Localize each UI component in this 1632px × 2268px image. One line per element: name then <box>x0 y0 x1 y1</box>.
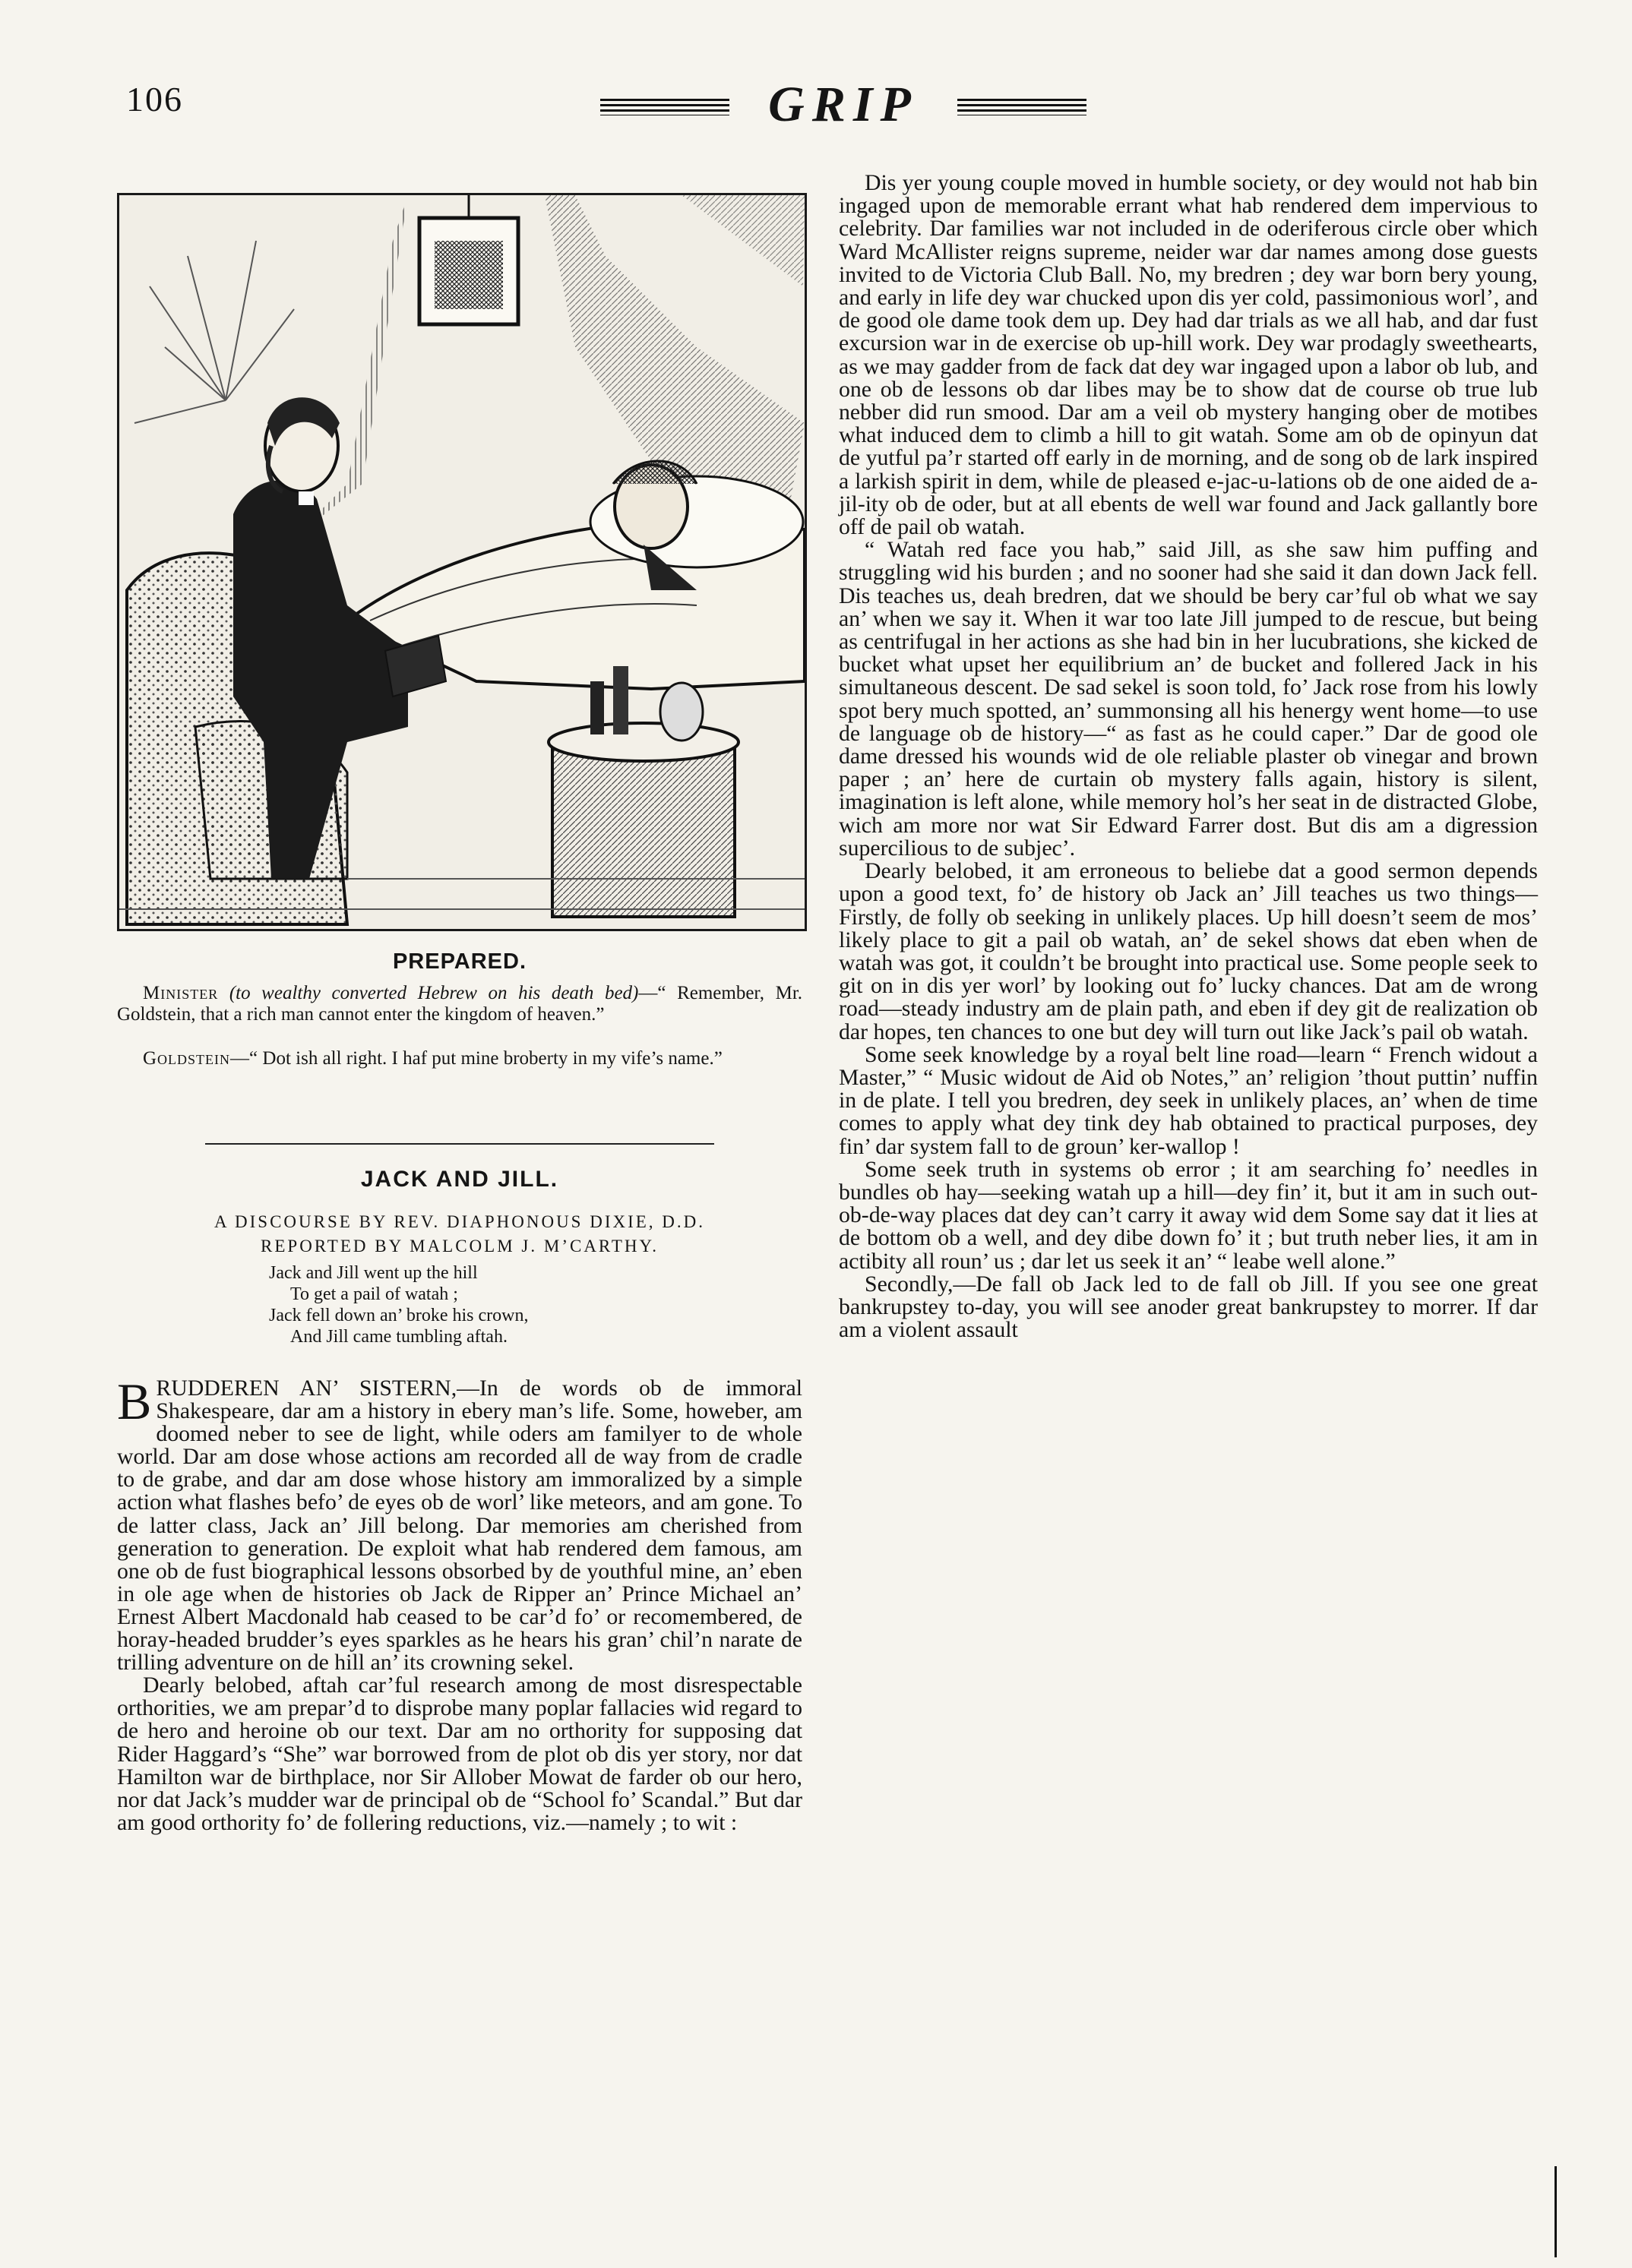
article-paragraph: Dearly belobed, aftah car’ful research among de most disrespectable orthorities, we am prepar’d to disprobe many poplar fallacies wid regard to de hero and heroine ob our text. Dar am no orthority for supposing dat Rider Haggard’s “She” war borrowed from de plot ob dis yer story, nor dat Hamilton war de birthplace, nor Sir Allober Mowat de farder ob our hero, nor dat Jack’s mudder war de principal ob de “School fo’ Scandal.” But dar am good orthority fo’ de follering reductions, viz.—namely ; to wit : <box>117 1673 802 1835</box>
verse-line: Jack fell down an’ broke his crown, <box>269 1306 529 1325</box>
caption-goldstein <box>117 1048 802 1069</box>
caption-stage-direction: (to wealthy converted Hebrew on his death bed) <box>229 983 639 1003</box>
verse-line: And Jill came tumbling aftah. <box>290 1327 508 1347</box>
page-number: 106 <box>126 80 183 118</box>
caption-goldstein-text: —“ Dot ish all right. I haf put mine broberty in my vife’s name.” <box>230 1048 723 1069</box>
caption-minister <box>117 983 802 1025</box>
verse-line: To get a pail of watah ; <box>290 1284 458 1304</box>
paragraph-text: RUDDEREN AN’ SISTERN,—In de words ob de immoral Shakespeare, dar am a history in ebery man’s life. Some, howeber, am doomed neber to see de light, while oders am familyer to de whole world. Dar am dose whose actions am recorded all de way from de cradle to de grabe, and dar am dose whose history am immoralized by a simple action what flashes befo’ de eyes ob de worl’ like meteors, and am gone. To de latter class, Jack an’ Jill belong. Dar memories am cherished from generation to generation. De exploit what hab rendered dem famous, am one ob de fust biographical lessons obsorbed by de youthful mine, an’ eben in ole age when de histories ob Jack de Ripper an’ Prince Michael an’ Ernest Albert Macdonald hab ceased to be car’d fo’ or recomembered, de horay-headed brudder’s eyes sparkles as he hears his gran’ chil’n narate de trilling adventure on de hill an’ its crowning sekel. <box>117 1376 802 1676</box>
article-paragraph: Dis yer young couple moved in humble society, or dey would not hab bin ingaged upon de memorable errant what hab rendered dem impervious to celebrity. Dar families war not included in de oderiferous circle ober which Ward McAllister reigns supreme, neider war dar names among dose guests invited to de Victoria Club Ball. No, my bredren ; dey war born bery young, and early in life dey war chucked upon dis yer cold, passimonious worl’, and de good ole dame took dem up. Dey had dar trials as we all hab, and dar fust excursion war in de exercise ob up-hill work. Dey war prodagly sweethearts, as we may gadder from de fack dat dey war ingaged upon a labor ob lub, and one ob de lessons ob dar libes may be to show dat de course ob true lub nebber did run smood. Dar am a veil ob mystery hanging ober de motibes what induced dem to climb a hill to git watah. Some am ob de opinyun dat de yutful pa’r started off early in de morning, and de song ob de lark inspired a larkish spirit in dem, while de pleased e-jac-u-lations ob de one aided de a-jil-ity ob de oder, but at all ebents de well war found and Jack gallantly bore off de pail ob watah. <box>839 170 1538 540</box>
deathbed-engraving <box>119 195 805 929</box>
article-byline-reporter: REPORTED BY MALCOLM J. M’CARTHY. <box>261 1237 659 1256</box>
article-body-right-column <box>839 172 1538 1341</box>
verse-line: Jack and Jill went up the hill <box>269 1263 478 1283</box>
article-byline-author: A DISCOURSE BY REV. DIAPHONOUS DIXIE, D.D. <box>213 1212 706 1231</box>
article-paragraph: Some seek knowledge by a royal belt line road—learn “ French widout a Master,” “ Music widout de Aid ob Notes,” an’ religion ’thout puttin’ nuffin in de plate. I tell you bredren, dey seek in unlikely places, an’ when de time comes to apply what dey tink dey hab obtained to practical purposes, dey fin’ dar system fall to de groun’ ker-wallop ! <box>839 1041 1538 1159</box>
masthead-title: GRIP <box>768 77 919 132</box>
masthead-rule-right <box>957 99 1086 115</box>
article-paragraph <box>117 1372 802 1676</box>
article-paragraph: Secondly,—De fall ob Jack led to de fall ob Jill. If you see one great bankrupstey to-day, you will see anoder great bankrupstey to morrer. If dar am a violent assault <box>839 1271 1538 1343</box>
caption-title: PREPARED. <box>392 949 527 974</box>
caption-speaker-goldstein: Goldstein <box>143 1048 231 1069</box>
caption-speaker-minister: Minister <box>143 983 219 1003</box>
masthead-rule-left <box>600 99 729 115</box>
article-title: JACK AND JILL. <box>360 1167 559 1192</box>
section-divider <box>205 1143 714 1145</box>
article-paragraph: Some seek truth in systems ob error ; it am searching fo’ needles in bundles ob hay—seeking watah up a hill—dey fin’ it, but it am in such out-ob-de-way places dat dey can’t carry it away wid dem Some say dat it lies at de bottom ob a well, and dey dibe down fo’ it ; but truth neber lies, it am in actibity all roun’ us ; dar let us seek it an’ “ leabe well alone.” <box>839 1156 1538 1274</box>
drop-cap: B <box>117 1372 152 1430</box>
article-paragraph: “ Watah red face you hab,” said Jill, as she saw him puffing and struggling wid his burden ; and no sooner had she said it dan down Jack fell. Dis teaches us, deah bredren, dat we should be bery car’ful ob what we say an’ when we say it. When it war too late Jill jumped to de rescue, but being as centrifugal in her actions as she had bin in her lucubrations, she kicked de bucket what upset her equilibrium an’ de bucket and follered Jack in his simultaneous descent. De sad sekel is soon told, fo’ Jack rose from his lowly spot bery much spotted, an’ summonsing all his henergy went home—to use de language ob de history—“ as fast as he could caper.” Dar de good ole dame dressed his wounds wid de ole reliable plaster ob vinegar and brown paper ; an’ here de curtain ob mystery falls again, history is silent, imagination is left alone, while memory hol’s her seat in de distracted Globe, wich am more nor wat Sir Edward Farrer dost. But dis am a digression supercilious to de subjec’. <box>839 537 1538 861</box>
article-body-left-column <box>117 1372 802 1835</box>
article-paragraph: Dearly belobed, it am erroneous to beliebe dat a good sermon depends upon a good text, fo’ de history ob Jack an’ Jill teaches us two things—Firstly, de folly ob seeking in unlikely places. Up hill doesn’t seem de mos’ likely place to git a pail ob watah, an’ de sekel shows dat eben when de watah was got, it couldn’t be brought into practical use. Some people seek to git on in dis yer worl’ by looking out fo’ lucky chances. Dat am de wrong road—steady industry am de plain path, and eben if dey git de realization ob dar hopes, ten chances to one but dey will turn out like Jack’s pail ob watah. <box>839 858 1538 1044</box>
margin-edge-mark <box>1555 2166 1557 2257</box>
caption-minister-text: —“ Remember, Mr. Goldstein, that a rich man cannot enter the kingdom of heaven.” <box>117 983 803 1025</box>
masthead <box>600 77 1086 134</box>
illustration-prepared <box>117 193 807 931</box>
